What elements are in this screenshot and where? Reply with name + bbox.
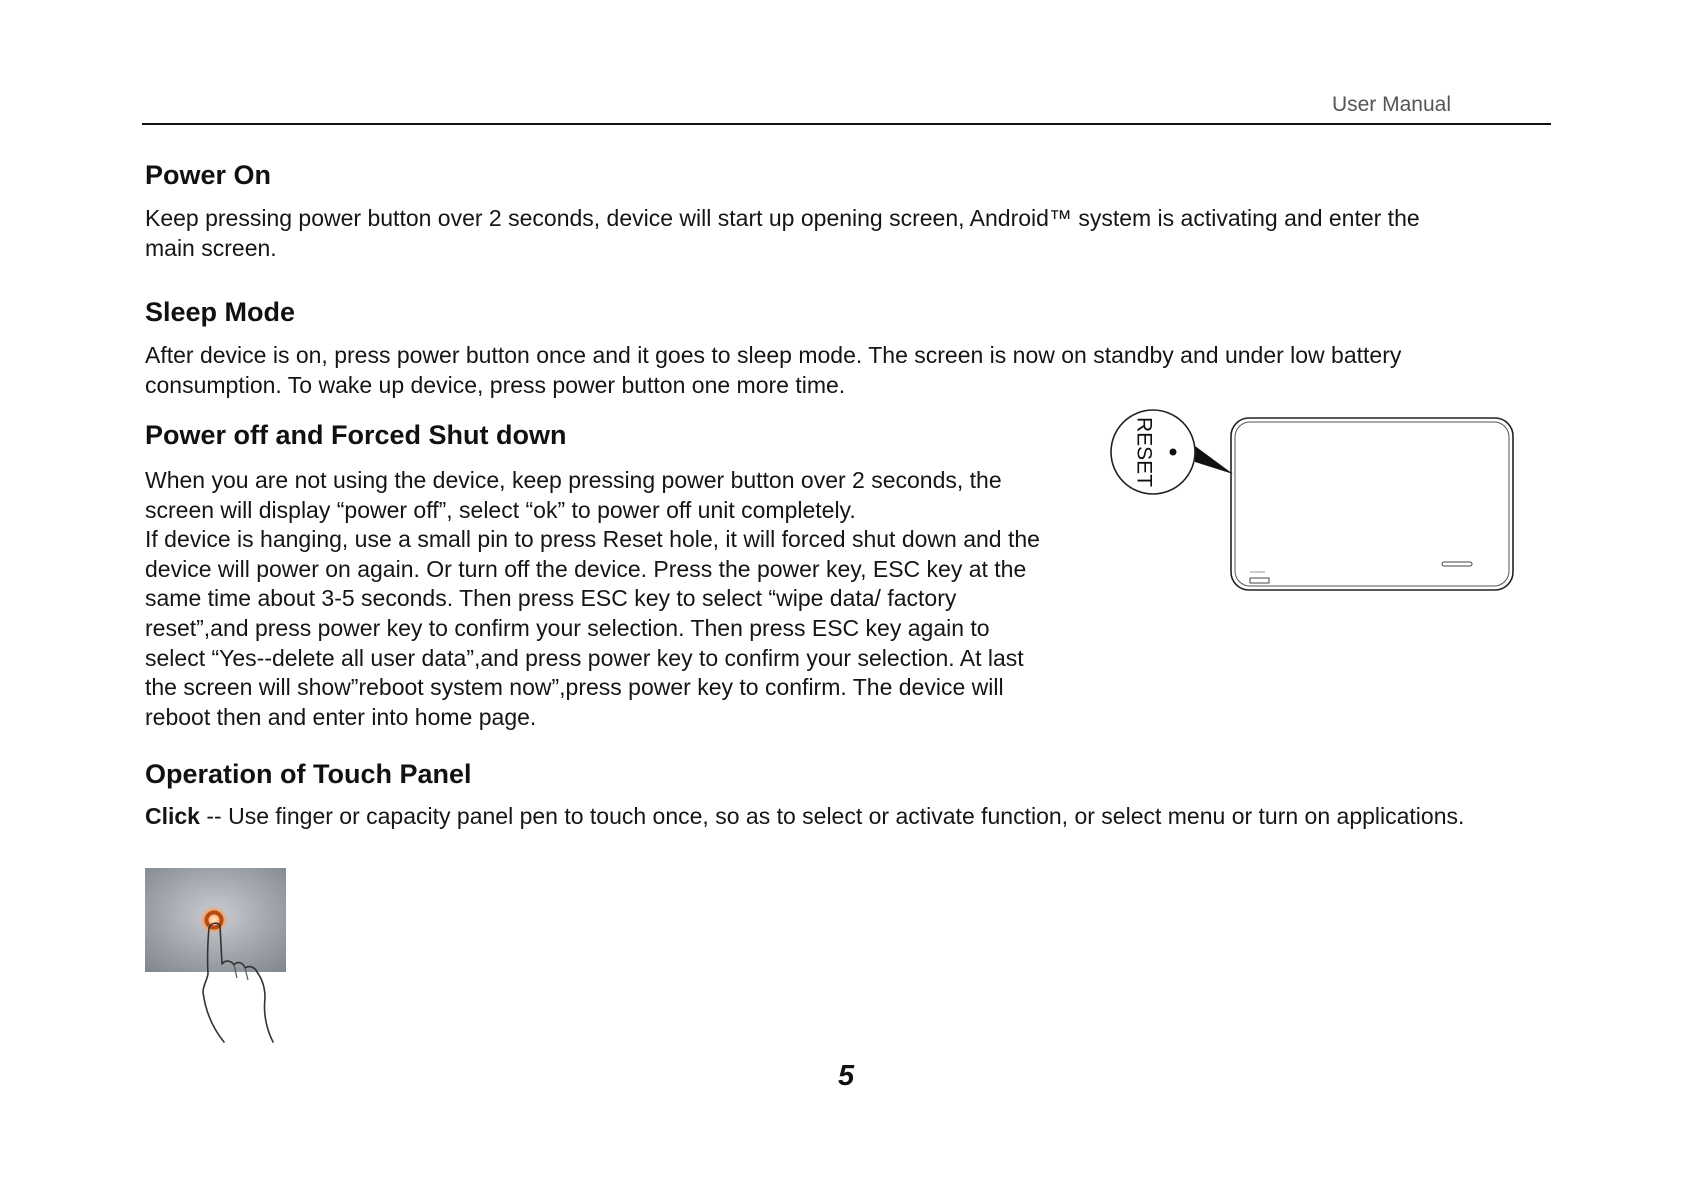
sleep-mode-text-line-1: After device is on, press power button once and it goes to sleep mode. The screen is now on standby and under low battery xyxy=(145,342,1402,368)
page-number: 5 xyxy=(838,1060,855,1092)
power-off-line: select “Yes--delete all user data”,and press power key to confirm your selection. At last xyxy=(145,644,1024,671)
power-off-line: If device is hanging, use a small pin to press Reset hole, it will forced shut down and the xyxy=(145,526,1040,553)
section-title-sleep-mode: Sleep Mode xyxy=(145,297,296,327)
power-off-line: reset”,and press power key to confirm your selection. Then press ESC key again to xyxy=(145,614,990,641)
header-label: User Manual xyxy=(1331,93,1451,116)
power-off-line: same time about 3-5 seconds. Then press ESC key to select “wipe data/ factory xyxy=(145,585,957,612)
reset-callout xyxy=(1111,410,1233,494)
header-rule xyxy=(142,123,1551,125)
finger-tap-icon xyxy=(145,868,295,1044)
touch-panel-click-text xyxy=(145,802,1464,832)
sleep-mode-text-line-2: consumption. To wake up device, press power button one more time. xyxy=(145,372,846,398)
reset-hole-icon xyxy=(1170,449,1177,456)
section-title-touch-panel: Operation of Touch Panel xyxy=(145,759,472,789)
tablet-outline-icon xyxy=(1231,418,1513,590)
power-off-text xyxy=(145,466,1040,732)
section-title-power-on: Power On xyxy=(145,160,272,190)
click-term: Click xyxy=(145,803,200,829)
power-off-line: reboot then and enter into home page. xyxy=(145,703,537,730)
section-title-power-off: Power off and Forced Shut down xyxy=(145,420,567,450)
power-off-line: screen will display “power off”, select “ok” to power off unit completely. xyxy=(145,496,856,523)
power-off-line: When you are not using the device, keep pressing power button over 2 seconds, the xyxy=(145,467,1002,493)
power-on-text-line-2: main screen. xyxy=(145,235,277,261)
reset-label: RESET xyxy=(1132,416,1156,488)
power-on-text-line-1: Keep pressing power button over 2 seconds, device will start up opening screen, Android™ system is activating and enter the xyxy=(145,205,1420,231)
power-off-line: the screen will show”reboot system now”,press power key to confirm. The device will xyxy=(145,674,1004,701)
click-description: -- Use finger or capacity panel pen to touch once, so as to select or activate function, or select menu or turn on applications. xyxy=(199,803,1465,829)
tablet-reset-figure xyxy=(1105,382,1515,627)
power-off-line: device will power on again. Or turn off the device. Press the power key, ESC key at the xyxy=(145,555,1027,582)
